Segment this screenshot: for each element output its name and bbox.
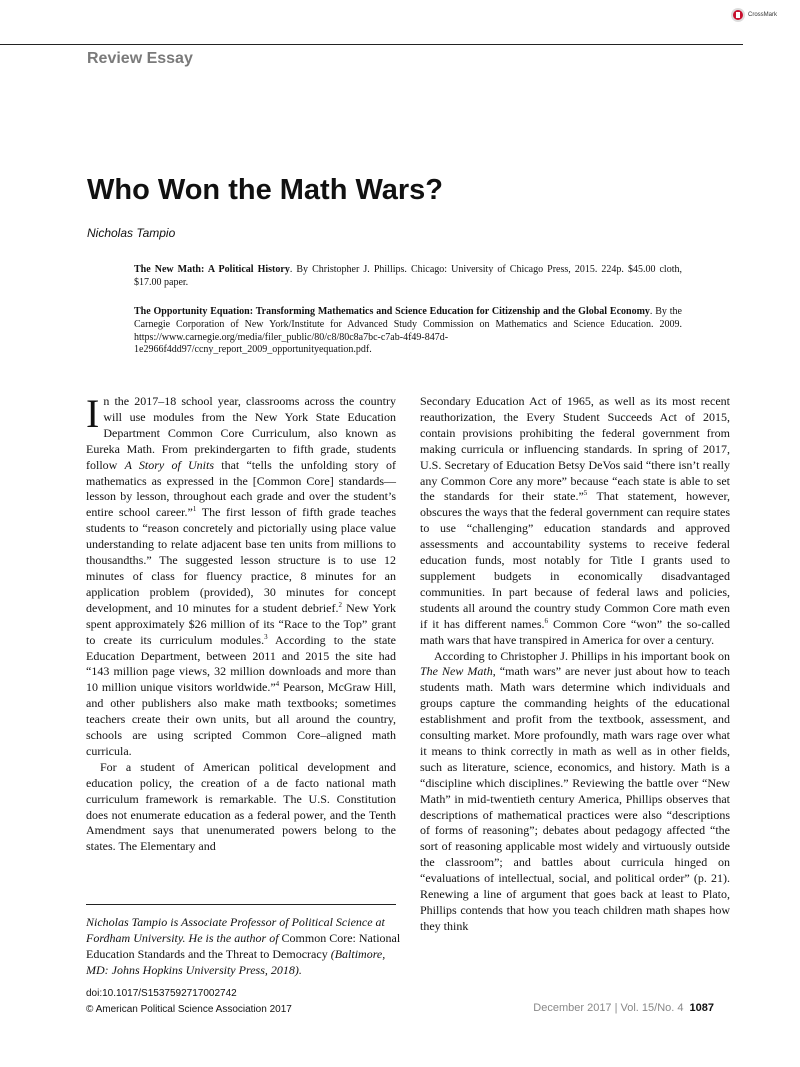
author-book-title: Common Core: National Education Standards and the Threat to Democracy <box>86 930 401 961</box>
crossmark-label: CrossMark <box>748 12 778 18</box>
body-column-right <box>420 394 730 935</box>
copyright: © American Political Science Association 2017 <box>86 1004 292 1015</box>
footnote-ref[interactable]: 4 <box>275 680 280 689</box>
header-rule <box>0 44 743 45</box>
reviewed-work-details: . By the Carnegie Corporation of New York/Institute for Advanced Study Commission on Mathematics and Science Education. 2009. https://www.carnegie.org/media/filer_public/80/c8/80c8a7bc-c7ab-4f49-847d-1e2966f4dd97/ccny_report_2009_opportunityequation.pdf. <box>134 306 682 356</box>
footnote-rule <box>86 904 396 905</box>
body-column-left <box>86 391 397 855</box>
issue-info <box>533 1002 714 1014</box>
reviewed-work-title: The Opportunity Equation: Transforming Mathematics and Science Education for Citizenship and the Global Economy <box>134 306 650 317</box>
footnote-ref[interactable]: 3 <box>264 632 268 641</box>
issue-date-volume: December 2017 | Vol. 15/No. 4 <box>533 1002 684 1014</box>
paragraph-3: According to Christopher J. Phillips in his important book on The New Math, “math wars” are never just about how to teach students math. Math wars determine which individuals and groups capture the commanding heights of the educational establishment and profit from the textbook, assessment, and consulting market. More profoundly, math wars rage over what it means to think correctly in math as well as in other fields, such as literature, science, economics, and history. Math is a “discipline which disciplines.” Reviewing the battle over “New Math” in mid-twentieth century America, Phillips observes that descriptions of mathematical practices were also “descriptions of forms of reasoning”; debates about pedagogy affected “the sort of reasoning applicable most widely and virtuously outside the classroom”; and battles about curricula hinged on “evaluations of intellectual, social, and political order” (p. 21). Renewing a line of argument that goes back at least to Plato, Phillips contends that how you teach children math shapes how they think <box>420 648 730 933</box>
drop-cap: I <box>86 391 100 436</box>
reviewed-work-title: The New Math: A Political History <box>134 264 290 275</box>
footnote-ref[interactable]: 5 <box>583 489 588 498</box>
author-note: Nicholas Tampio is Associate Professor of Political Science at Fordham University. He is the author of Common Core: National Education Standards and the Threat to Democracy (Baltimore, MD: Johns Hopkins University Press, 2018). <box>86 915 401 977</box>
paragraph-1: In the 2017–18 school year, classrooms across the country will use modules from the New York State Education Department Common Core Curriculum, also known as Eureka Math. From prekindergarten to fifth grade, students follow A Story of Units that “tells the unfolding story of mathematics as expressed in the [Common Core] standards—lesson by lesson, throughout each grade and over the student’s entire school career.”$^1$ The first lesson of fifth grade teaches students to “reason concretely and pictorially using place value understanding to relate adjacent base ten units from millions to thousandths.” The suggested lesson structure is to use 12 minutes of class for fluency practice, 8 minutes for an application problem (provided), 30 minutes for concept development, and 10 minutes for a student debrief.$^2$ New York spent approximately $26 million of its “Race to the Top” grant to create its curriculum modules.$^3$ According to the state Education Department, between 2011 and 2015 the site had “143 million page views, 32 million downloads and more than 10 million unique visitors worldwide.”$^4$ Pearson, McGraw Hill, and other publishers also make math textbooks; sometimes teachers create their own units, but all around the country, schools are using scripted Common Core–aligned math curricula. <box>86 391 397 758</box>
crossmark-icon <box>731 8 745 22</box>
article-author: Nicholas Tampio <box>87 226 176 240</box>
paragraph-2-continued: Secondary Education Act of 1965, as well as its most recent reauthorization, the Every Student Succeeds Act of 2015, contain provisions prohibiting the federal government from making curricula or influencing standards. In spring of 2017, U.S. Secretary of Education Betsy DeVos said “there isn’t really any Common Core any more” because “each state is able to set the standards for their state.”$^5$ That statement, however, obscures the ways that the federal government can require states to use “challenging” education standards and approved assessments and accountability systems to receive federal education funds, most notably for Title I grants used to supplement budgets in economically disadvantaged communities. In part because of federal laws and policies, students all around the country study Common Core math even if it has different names.$^6$ Common Core “won” the so-called math wars that have transpired in America for over a century. <box>420 394 730 647</box>
reviewed-work-1 <box>134 264 682 290</box>
section-label: Review Essay <box>87 50 193 67</box>
footnote-ref[interactable]: 6 <box>544 616 548 625</box>
doi[interactable]: doi:10.1017/S1537592717002742 <box>86 988 237 999</box>
page-number: 1087 <box>689 1002 714 1014</box>
footnote-ref[interactable]: 1 <box>192 505 197 514</box>
curriculum-title: A Story of Units <box>124 457 215 472</box>
reviewed-work-2 <box>134 306 682 357</box>
paragraph-2: For a student of American political development and education policy, the creation of a de facto national math curriculum framework is remarkable. The U.S. Constitution does not enumerate education as a federal power, and the Tenth Amendment says that unenumerated powers belong to the states. The Elementary and <box>86 759 396 854</box>
footnote-ref[interactable]: 2 <box>338 600 342 609</box>
crossmark-badge[interactable] <box>731 8 777 22</box>
article-title: Who Won the Math Wars? <box>87 174 444 206</box>
book-title: The New Math <box>420 664 493 679</box>
reviewed-work-details: . By Christopher J. Phillips. Chicago: University of Chicago Press, 2015. 224p. $45.00 cloth, $17.00 paper. <box>134 264 682 288</box>
